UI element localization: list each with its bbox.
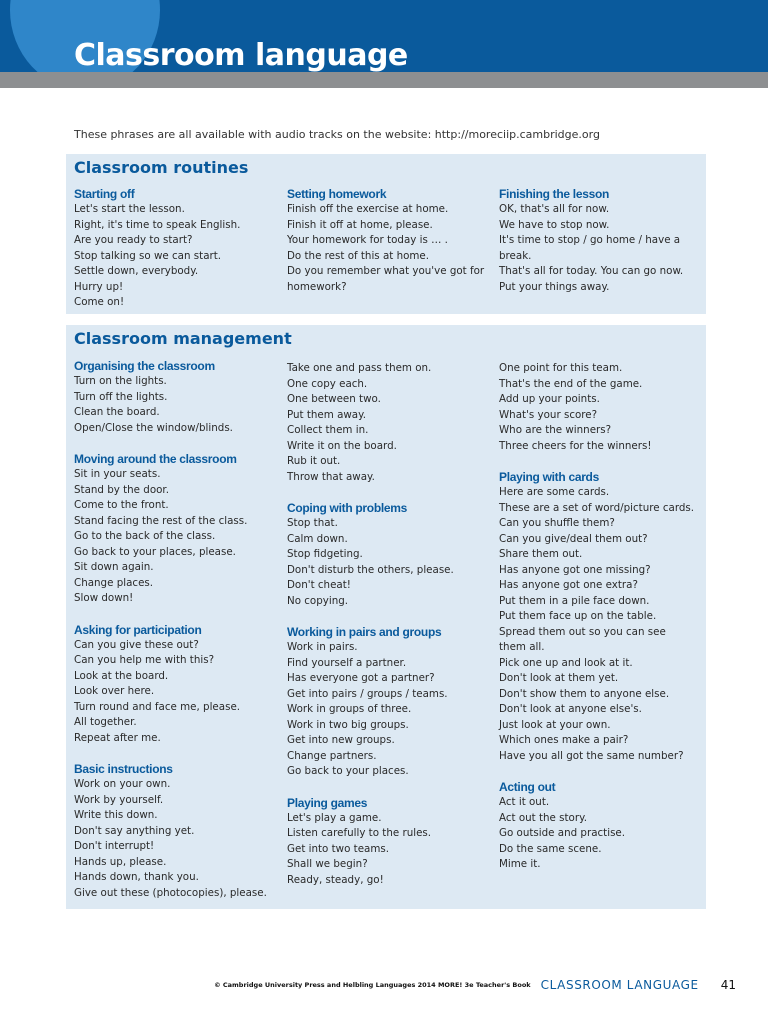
phrase-item: All together. bbox=[74, 716, 137, 728]
phrase-item: Add up your points. bbox=[499, 393, 600, 405]
phrase-item: OK, that's all for now. bbox=[499, 203, 610, 215]
phrase-item: Can you give these out? bbox=[74, 638, 199, 651]
phrase-item: Put them in a pile face down. bbox=[499, 594, 650, 607]
phrase-item: Do you remember what you've got for homework? bbox=[287, 265, 485, 293]
phrase-item: Spread them out so you can see them all. bbox=[499, 625, 666, 653]
phrase-item: Sit in your seats. bbox=[74, 468, 161, 480]
phrase-section bbox=[74, 358, 279, 436]
phrase-item: Work in two big groups. bbox=[287, 718, 409, 731]
phrase-item: One point for this team. bbox=[499, 362, 623, 374]
phrase-item: Don't show them to anyone else. bbox=[499, 687, 670, 700]
phrase-item: That's the end of the game. bbox=[499, 377, 643, 390]
phrase-item: Open/Close the window/blinds. bbox=[74, 421, 233, 434]
phrase-item: Has anyone got one extra? bbox=[499, 579, 638, 591]
section-heading: Setting homework bbox=[287, 187, 387, 201]
routines-column-2 bbox=[287, 186, 492, 310]
phrase-item: Don't cheat! bbox=[287, 579, 351, 591]
section-heading: Moving around the classroom bbox=[74, 452, 237, 466]
phrase-item: One between two. bbox=[287, 393, 381, 405]
phrase-item: Put your things away. bbox=[499, 280, 610, 293]
phrase-item: Let's play a game. bbox=[287, 811, 382, 824]
intro-text: These phrases are all available with audio tracks on the website: http://moreciip.cambridge.org bbox=[74, 128, 600, 141]
phrase-item: Work in groups of three. bbox=[287, 703, 412, 715]
page-title: Classroom language bbox=[74, 38, 408, 73]
phrase-list bbox=[499, 202, 695, 295]
section-heading: Basic instructions bbox=[74, 762, 173, 776]
phrase-item: Calm down. bbox=[287, 532, 348, 545]
phrase-item: Go back to your places, please. bbox=[74, 545, 236, 558]
phrase-item: Act it out. bbox=[499, 796, 550, 808]
phrase-item: Write it on the board. bbox=[287, 439, 397, 452]
phrase-item: Listen carefully to the rules. bbox=[287, 827, 432, 839]
phrase-item: Your homework for today is … . bbox=[287, 234, 448, 246]
phrase-item: Here are some cards. bbox=[499, 486, 610, 498]
phrase-item: Do the rest of this at home. bbox=[287, 249, 430, 262]
phrase-item: Slow down! bbox=[74, 592, 134, 604]
routines-column-3 bbox=[499, 186, 695, 310]
phrase-item: Act out the story. bbox=[499, 811, 587, 824]
phrase-item: Hands up, please. bbox=[74, 855, 167, 868]
phrase-item: Go to the back of the class. bbox=[74, 530, 216, 542]
page-header bbox=[0, 0, 768, 88]
phrase-item: What's your score? bbox=[499, 408, 598, 421]
phrase-item: Finish it off at home, please. bbox=[287, 218, 433, 231]
phrase-item: Work in pairs. bbox=[287, 641, 358, 653]
phrase-list bbox=[74, 467, 279, 607]
phrase-item: Don't say anything yet. bbox=[74, 824, 195, 837]
phrase-item: Give out these (photocopies), please. bbox=[74, 886, 267, 899]
phrase-list bbox=[499, 795, 695, 873]
phrase-item: Come to the front. bbox=[74, 499, 169, 511]
phrase-item: Get into pairs / groups / teams. bbox=[287, 687, 448, 700]
phrase-item: Sit down again. bbox=[74, 561, 154, 573]
phrase-item: One copy each. bbox=[287, 377, 368, 390]
phrase-item: Collect them in. bbox=[287, 424, 369, 436]
header-gray-bar bbox=[0, 72, 768, 88]
phrase-item: Turn off the lights. bbox=[74, 390, 168, 403]
page-footer bbox=[214, 976, 736, 994]
phrase-section bbox=[287, 186, 492, 295]
phrase-item: Come on! bbox=[74, 296, 125, 308]
phrase-item: Do the same scene. bbox=[499, 842, 602, 855]
section-heading: Finishing the lesson bbox=[499, 187, 610, 201]
section-heading: Asking for participation bbox=[74, 622, 202, 637]
phrase-item: It's time to stop / go home / have a break. bbox=[499, 234, 681, 262]
phrase-item: Change places. bbox=[74, 576, 154, 589]
phrase-item: Has anyone got one missing? bbox=[499, 563, 651, 576]
management-panel bbox=[66, 325, 706, 909]
section-heading: Playing with cards bbox=[499, 470, 599, 484]
footer-section-title: CLASSROOM LANGUAGE bbox=[540, 978, 699, 992]
phrase-section bbox=[74, 186, 279, 311]
phrase-item: Right, it's time to speak English. bbox=[74, 218, 241, 231]
phrase-list bbox=[74, 638, 279, 747]
phrase-item: Stand by the door. bbox=[74, 483, 169, 496]
phrase-section bbox=[499, 779, 695, 873]
section-heading: Acting out bbox=[499, 780, 556, 794]
phrase-section bbox=[499, 469, 695, 764]
phrase-list bbox=[74, 202, 279, 311]
phrase-item: Rub it out. bbox=[287, 455, 341, 467]
routines-column-1 bbox=[74, 186, 279, 326]
phrase-section bbox=[287, 361, 492, 485]
phrase-item: No copying. bbox=[287, 594, 349, 607]
phrase-item: We have to stop now. bbox=[499, 218, 610, 231]
phrase-item: Can you help me with this? bbox=[74, 654, 215, 666]
phrase-item: Don't disturb the others, please. bbox=[287, 563, 454, 576]
phrase-section bbox=[287, 795, 492, 889]
phrase-item: Take one and pass them on. bbox=[287, 362, 432, 374]
phrase-item: These are a set of word/picture cards. bbox=[499, 501, 695, 514]
section-heading: Starting off bbox=[74, 187, 135, 201]
phrase-item: Write this down. bbox=[74, 809, 158, 821]
phrase-section bbox=[74, 622, 279, 747]
phrase-item: Put them face up on the table. bbox=[499, 610, 657, 622]
phrase-item: Find yourself a partner. bbox=[287, 656, 407, 669]
phrase-item: Can you give/deal them out? bbox=[499, 532, 648, 545]
phrase-item: Pick one up and look at it. bbox=[499, 656, 633, 669]
phrase-item: Clean the board. bbox=[74, 406, 160, 418]
management-column-2 bbox=[287, 361, 492, 903]
phrase-item: Are you ready to start? bbox=[74, 234, 193, 246]
phrase-item: Put them away. bbox=[287, 408, 367, 421]
section-heading: Organising the classroom bbox=[74, 359, 215, 373]
phrase-item: Mime it. bbox=[499, 858, 541, 870]
management-column-1 bbox=[74, 358, 279, 916]
phrase-section bbox=[287, 624, 492, 780]
phrase-item: Who are the winners? bbox=[499, 424, 612, 436]
phrase-list bbox=[74, 374, 279, 436]
phrase-item: Can you shuffle them? bbox=[499, 517, 615, 529]
phrase-list bbox=[499, 361, 695, 454]
routines-panel bbox=[66, 154, 706, 314]
phrase-item: Ready, steady, go! bbox=[287, 873, 384, 886]
phrase-item: Hands down, thank you. bbox=[74, 871, 199, 883]
phrase-item: Look at the board. bbox=[74, 669, 169, 682]
phrase-list bbox=[287, 516, 492, 609]
phrase-item: Don't interrupt! bbox=[74, 840, 155, 852]
phrase-item: Hurry up! bbox=[74, 280, 124, 293]
phrase-section bbox=[499, 361, 695, 454]
phrase-item: Go back to your places. bbox=[287, 765, 409, 777]
section-heading: Playing games bbox=[287, 795, 368, 810]
phrase-item: Settle down, everybody. bbox=[74, 265, 199, 277]
phrase-item: Let's start the lesson. bbox=[74, 203, 185, 215]
phrase-item: Has everyone got a partner? bbox=[287, 672, 435, 684]
phrase-list bbox=[287, 202, 492, 295]
phrase-item: Work on your own. bbox=[74, 778, 171, 790]
phrase-item: Stop that. bbox=[287, 517, 338, 529]
phrase-item: Repeat after me. bbox=[74, 731, 161, 744]
phrase-section bbox=[74, 451, 279, 607]
phrase-item: Get into new groups. bbox=[287, 734, 395, 746]
phrase-list bbox=[287, 640, 492, 780]
phrase-item: Share them out. bbox=[499, 548, 583, 560]
management-column-3 bbox=[499, 361, 695, 888]
phrase-item: Don't look at them yet. bbox=[499, 672, 619, 684]
phrase-item: Work by yourself. bbox=[74, 793, 164, 806]
section-heading: Coping with problems bbox=[287, 501, 407, 515]
phrase-list bbox=[499, 485, 695, 764]
phrase-item: That's all for today. You can go now. bbox=[499, 265, 684, 277]
copyright-text: © Cambridge University Press and Helbling Languages 2014 MORE! 3e Teacher's Book bbox=[214, 981, 531, 989]
phrase-item: Look over here. bbox=[74, 685, 155, 697]
routines-heading: Classroom routines bbox=[74, 158, 249, 177]
phrase-list bbox=[287, 811, 492, 889]
phrase-item: Throw that away. bbox=[287, 470, 375, 483]
phrase-item: Get into two teams. bbox=[287, 842, 390, 855]
phrase-item: Three cheers for the winners! bbox=[499, 439, 652, 452]
phrase-item: Shall we begin? bbox=[287, 858, 368, 870]
phrase-item: Turn round and face me, please. bbox=[74, 700, 241, 713]
phrase-item: Stop fidgeting. bbox=[287, 548, 363, 560]
phrase-item: Don't look at anyone else's. bbox=[499, 703, 642, 715]
phrase-list bbox=[287, 361, 492, 485]
phrase-item: Change partners. bbox=[287, 749, 377, 762]
phrase-item: Just look at your own. bbox=[499, 718, 611, 731]
phrase-item: Turn on the lights. bbox=[74, 375, 167, 387]
phrase-item: Finish off the exercise at home. bbox=[287, 203, 449, 215]
phrase-section bbox=[287, 500, 492, 609]
phrase-section bbox=[74, 761, 279, 901]
phrase-item: Have you all got the same number? bbox=[499, 749, 684, 762]
phrase-item: Go outside and practise. bbox=[499, 827, 626, 839]
phrase-item: Which ones make a pair? bbox=[499, 734, 629, 746]
phrase-section bbox=[499, 186, 695, 295]
section-heading: Working in pairs and groups bbox=[287, 625, 442, 639]
page-number: 41 bbox=[720, 978, 736, 992]
management-heading: Classroom management bbox=[74, 329, 292, 348]
phrase-item: Stop talking so we can start. bbox=[74, 249, 222, 262]
phrase-item: Stand facing the rest of the class. bbox=[74, 514, 248, 527]
phrase-list bbox=[74, 777, 279, 901]
